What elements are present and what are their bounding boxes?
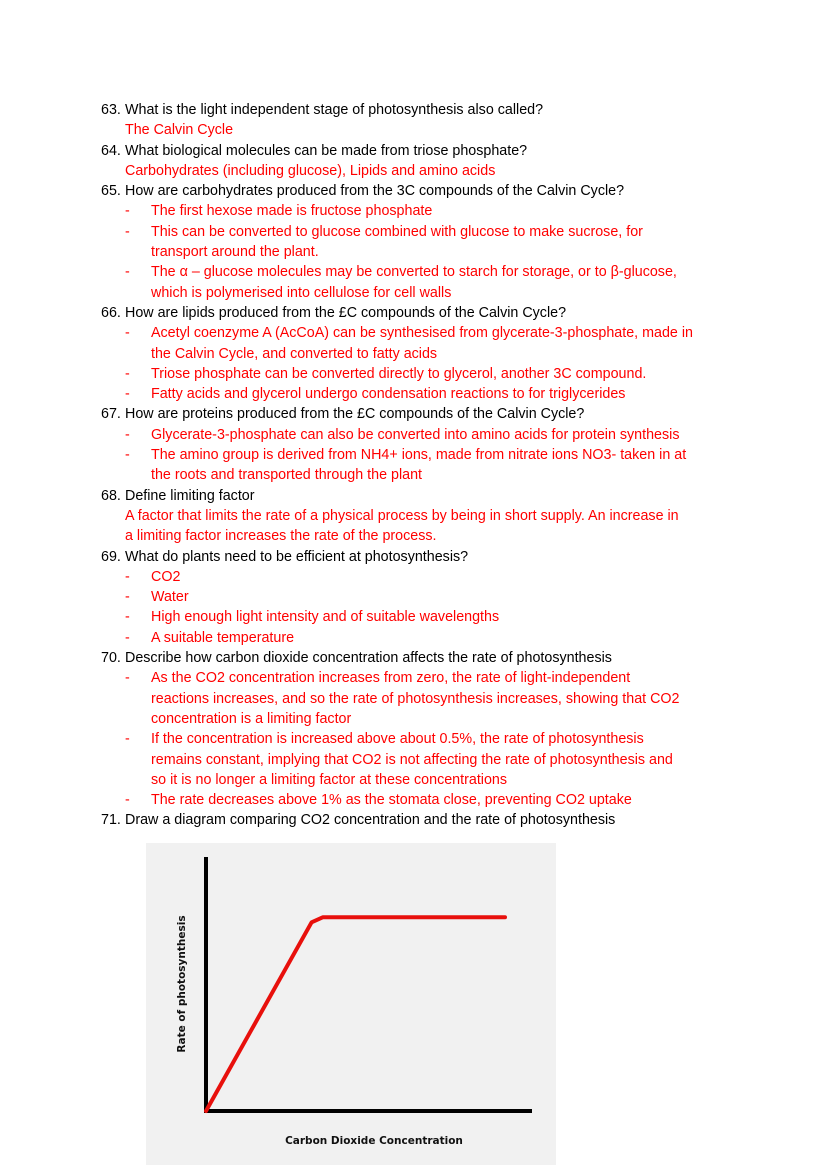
bullet-dash: - xyxy=(125,264,130,281)
bullet-line: Fatty acids and glycerol undergo condensation reactions to for triglycerides xyxy=(151,386,626,403)
question-67 xyxy=(101,404,741,424)
bullet-line: remains constant, implying that CO2 is not affecting the rate of photosynthesis and xyxy=(151,751,673,768)
question-65 xyxy=(101,181,741,201)
answer-bullet xyxy=(101,384,741,404)
bullet-line: Triose phosphate can be converted directly to glycerol, another 3C compound. xyxy=(151,365,647,382)
bullet-dash: - xyxy=(125,447,130,464)
bullet-line: CO2 xyxy=(151,568,181,585)
bullet-line: The first hexose made is fructose phosphate xyxy=(151,203,433,220)
answer-bullet xyxy=(101,587,741,607)
answer-bullet xyxy=(101,222,741,263)
question-number: 65. xyxy=(101,183,121,200)
bullet-line: The α – glucose molecules may be converted to starch for storage, or to β-glucose, xyxy=(151,264,677,281)
question-list xyxy=(101,100,741,831)
bullet-line: concentration is a limiting factor xyxy=(151,710,352,727)
question-text: Describe how carbon dioxide concentration affects the rate of photosynthesis xyxy=(125,650,612,667)
bullet-line: Water xyxy=(151,589,189,606)
question-number: 71. xyxy=(101,812,121,829)
answer-bullet xyxy=(101,668,741,729)
x-axis-label: Carbon Dioxide Concentration xyxy=(285,1135,463,1147)
bullet-line: If the concentration is increased above about 0.5%, the rate of photosynthesis xyxy=(151,731,644,748)
bullet-line: The amino group is derived from NH4+ ions, made from nitrate ions NO3- taken in at xyxy=(151,447,687,464)
question-text: How are carbohydrates produced from the 3C compounds of the Calvin Cycle? xyxy=(125,183,625,200)
answer-bullet xyxy=(101,323,741,364)
bullet-dash: - xyxy=(125,203,130,220)
bullet-dash: - xyxy=(125,589,130,606)
question-64 xyxy=(101,141,741,161)
bullet-line: High enough light intensity and of suitable wavelengths xyxy=(151,609,500,626)
series-line-rate xyxy=(206,917,505,1111)
question-68 xyxy=(101,486,741,506)
answer xyxy=(101,161,741,181)
question-71 xyxy=(101,810,741,830)
question-text: What is the light independent stage of photosynthesis also called? xyxy=(125,102,544,118)
question-63 xyxy=(101,100,741,120)
question-text: Draw a diagram comparing CO2 concentration and the rate of photosynthesis xyxy=(125,812,616,829)
bullet-dash: - xyxy=(125,386,130,403)
question-69 xyxy=(101,547,741,567)
co2-rate-graph xyxy=(146,843,556,1165)
question-number: 70. xyxy=(101,650,121,667)
answer xyxy=(101,120,741,140)
bullet-dash: - xyxy=(125,365,130,382)
bullet-dash: - xyxy=(125,609,130,626)
answer-bullet xyxy=(101,262,741,303)
bullet-dash: - xyxy=(125,426,130,443)
question-number: 68. xyxy=(101,487,121,504)
question-number: 66. xyxy=(101,304,121,321)
answer-line: The Calvin Cycle xyxy=(125,122,234,139)
question-text: Define limiting factor xyxy=(125,487,255,504)
answer-bullet xyxy=(101,567,741,587)
answer-bullet xyxy=(101,607,741,627)
bullet-dash: - xyxy=(125,731,130,748)
chart-svg xyxy=(146,843,556,1165)
answer xyxy=(101,506,741,547)
bullet-dash: - xyxy=(125,670,130,687)
answer-line: a limiting factor increases the rate of the process. xyxy=(125,528,437,545)
answer-line: A factor that limits the rate of a physical process by being in short supply. An increase in xyxy=(125,507,679,524)
answer-bullet xyxy=(101,628,741,648)
question-text: How are proteins produced from the £C compounds of the Calvin Cycle? xyxy=(125,406,585,423)
answer-bullet xyxy=(101,790,741,810)
bullet-dash: - xyxy=(125,223,130,240)
bullet-line: Acetyl coenzyme A (AcCoA) can be synthesised from glycerate-3-phosphate, made in xyxy=(151,325,693,342)
answer-bullet xyxy=(101,425,741,445)
bullet-line: The rate decreases above 1% as the stomata close, preventing CO2 uptake xyxy=(151,792,632,809)
question-70 xyxy=(101,648,741,668)
question-text: What do plants need to be efficient at photosynthesis? xyxy=(125,548,469,565)
question-number: 69. xyxy=(101,548,121,565)
bullet-line: so it is no longer a limiting factor at these concentrations xyxy=(151,771,508,788)
bullet-line: reactions increases, and so the rate of photosynthesis increases, showing that CO2 xyxy=(151,690,680,707)
answer-bullet xyxy=(101,445,741,486)
bullet-dash: - xyxy=(125,568,130,585)
question-number: 64. xyxy=(101,142,121,159)
bullet-line: which is polymerised into cellulose for cell walls xyxy=(151,284,452,301)
answer-line: Carbohydrates (including glucose), Lipids and amino acids xyxy=(125,162,496,179)
bullet-line: transport around the plant. xyxy=(151,244,319,261)
bullet-dash: - xyxy=(125,792,130,809)
answer-bullet xyxy=(101,729,741,790)
bullet-line: the roots and transported through the plant xyxy=(151,467,423,484)
bullet-dash: - xyxy=(125,629,130,646)
y-axis-label: Rate of photosynthesis xyxy=(176,915,188,1053)
bullet-line: the Calvin Cycle, and converted to fatty acids xyxy=(151,345,438,362)
question-text: What biological molecules can be made from triose phosphate? xyxy=(125,142,528,159)
question-66 xyxy=(101,303,741,323)
answer-bullet xyxy=(101,364,741,384)
bullet-line: A suitable temperature xyxy=(151,629,295,646)
bullet-line: Glycerate-3-phosphate can also be converted into amino acids for protein synthesis xyxy=(151,426,680,443)
bullet-line: As the CO2 concentration increases from zero, the rate of light-independent xyxy=(151,670,631,687)
bullet-line: This can be converted to glucose combined with glucose to make sucrose, for xyxy=(151,223,643,240)
bullet-dash: - xyxy=(125,325,130,342)
answer-bullet xyxy=(101,201,741,221)
question-number: 63. xyxy=(101,102,121,118)
question-text: How are lipids produced from the £C compounds of the Calvin Cycle? xyxy=(125,304,567,321)
question-number: 67. xyxy=(101,406,121,423)
